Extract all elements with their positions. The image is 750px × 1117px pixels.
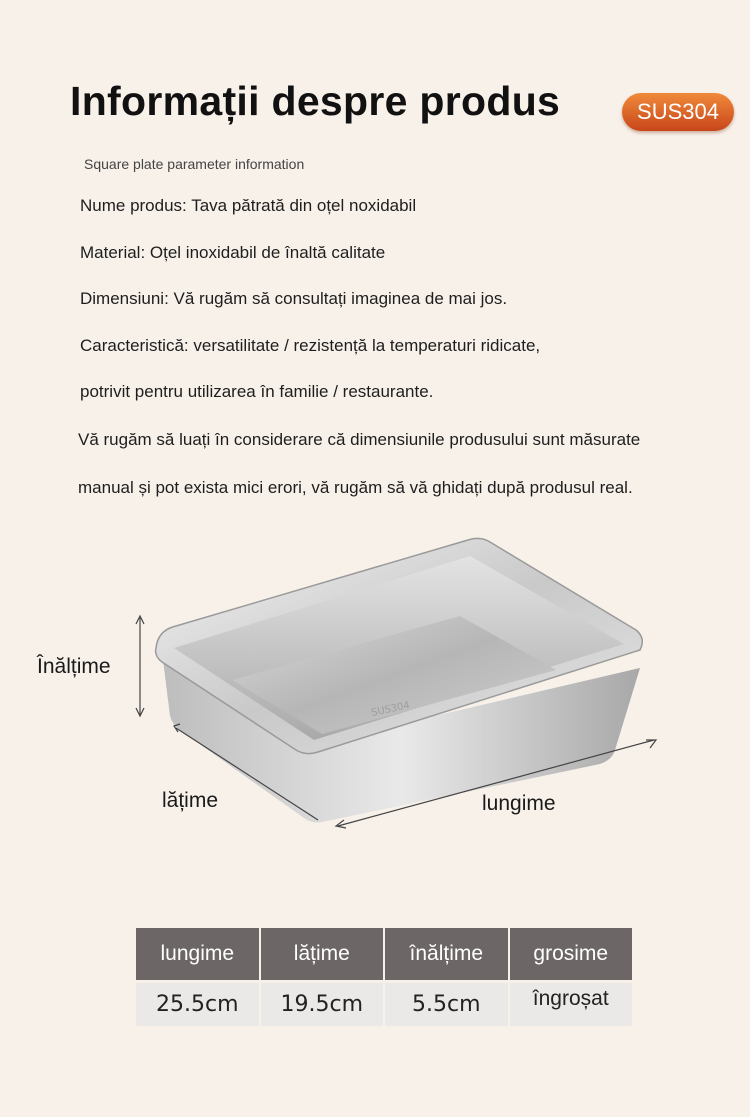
info-line-features: Caracteristică: versatilitate / rezistență la temperaturi ridicate, xyxy=(80,336,541,355)
page-title: Informații despre produs xyxy=(70,78,561,124)
spec-header-row xyxy=(136,928,632,980)
height-label: Înălțime xyxy=(37,655,111,678)
header-width: lățime xyxy=(261,928,384,980)
info-line-dimensions: Dimensiuni: Vă rugăm să consultați imaginea de mai jos. xyxy=(80,289,508,308)
info-line-note: Vă rugăm să luați în considerare că dimensiunile produsului sunt măsurate xyxy=(78,430,641,449)
info-line-note-cont: manual și pot exista mici erori, vă rugăm să vă ghidați după produsul real. xyxy=(78,478,633,497)
value-height: 5.5cm xyxy=(385,980,507,1026)
info-line-name: Nume produs: Tava pătrată din oțel noxidabil xyxy=(80,196,417,215)
page-subtitle: Square plate parameter information xyxy=(84,156,305,172)
header-length: lungime xyxy=(136,928,259,980)
tray-illustration xyxy=(0,520,750,860)
material-badge: SUS304 xyxy=(622,93,734,131)
header-height: înălțime xyxy=(385,928,507,980)
spec-value-row xyxy=(136,980,632,1026)
value-length: 25.5cm xyxy=(136,980,259,1026)
value-width: 19.5cm xyxy=(261,980,384,1026)
value-thickness: îngroșat xyxy=(510,980,633,1026)
info-line-material: Material: Oțel inoxidabil de înaltă calitate xyxy=(80,243,386,262)
tray-engraving: SUS304 xyxy=(370,700,411,719)
info-line-usage: potrivit pentru utilizarea în familie / restaurante. xyxy=(80,382,434,401)
product-diagram xyxy=(0,520,750,860)
width-label: lățime xyxy=(162,789,219,812)
header-thickness: grosime xyxy=(510,928,633,980)
spec-table xyxy=(134,928,634,1026)
length-label: lungime xyxy=(482,792,556,815)
